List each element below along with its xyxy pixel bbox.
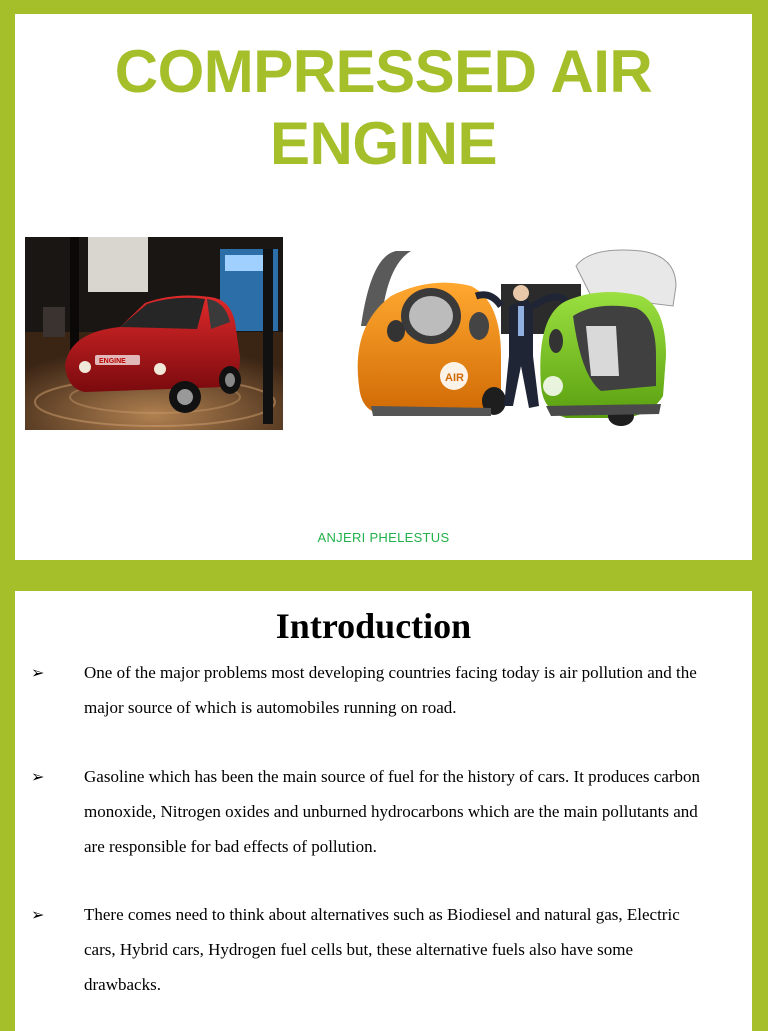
bullet-arrow-icon: ➢ — [31, 767, 45, 786]
bullet-item — [31, 897, 711, 1002]
air-pod-cars-photo — [351, 246, 687, 436]
slide-title — [15, 36, 752, 180]
engine-badge: ENGINE — [99, 358, 126, 365]
bullet-item — [31, 759, 711, 864]
author-name: ANJERI PHELESTUS — [317, 530, 450, 545]
red-car-photo — [25, 237, 283, 430]
bullet-text: There comes need to think about alternatives such as Biodiesel and natural gas, Electric cars, Hybrid cars, Hydrogen fuel cells but, these alternative fuels also have some drawbacks. — [84, 905, 680, 994]
bullet-arrow-icon: ➢ — [31, 905, 45, 924]
bullet-arrow-icon: ➢ — [31, 663, 45, 682]
bullet-text: One of the major problems most developing countries facing today is air pollution and the major source of which is automobiles running on road. — [84, 663, 697, 717]
bullet-item — [31, 655, 711, 725]
slide-heading: Introduction — [275, 606, 472, 646]
air-badge: AIR — [445, 372, 464, 384]
introduction-slide — [15, 591, 752, 1031]
title-line-1: COMPRESSED AIR — [114, 38, 653, 105]
bullet-text: Gasoline which has been the main source of fuel for the history of cars. It produces carbon monoxide, Nitrogen oxides and unburned hydrocarbons which are the main pollutants and are responsible for bad effects of pollution. — [84, 767, 701, 856]
title-line-2: ENGINE — [269, 110, 498, 177]
title-slide — [15, 14, 752, 560]
